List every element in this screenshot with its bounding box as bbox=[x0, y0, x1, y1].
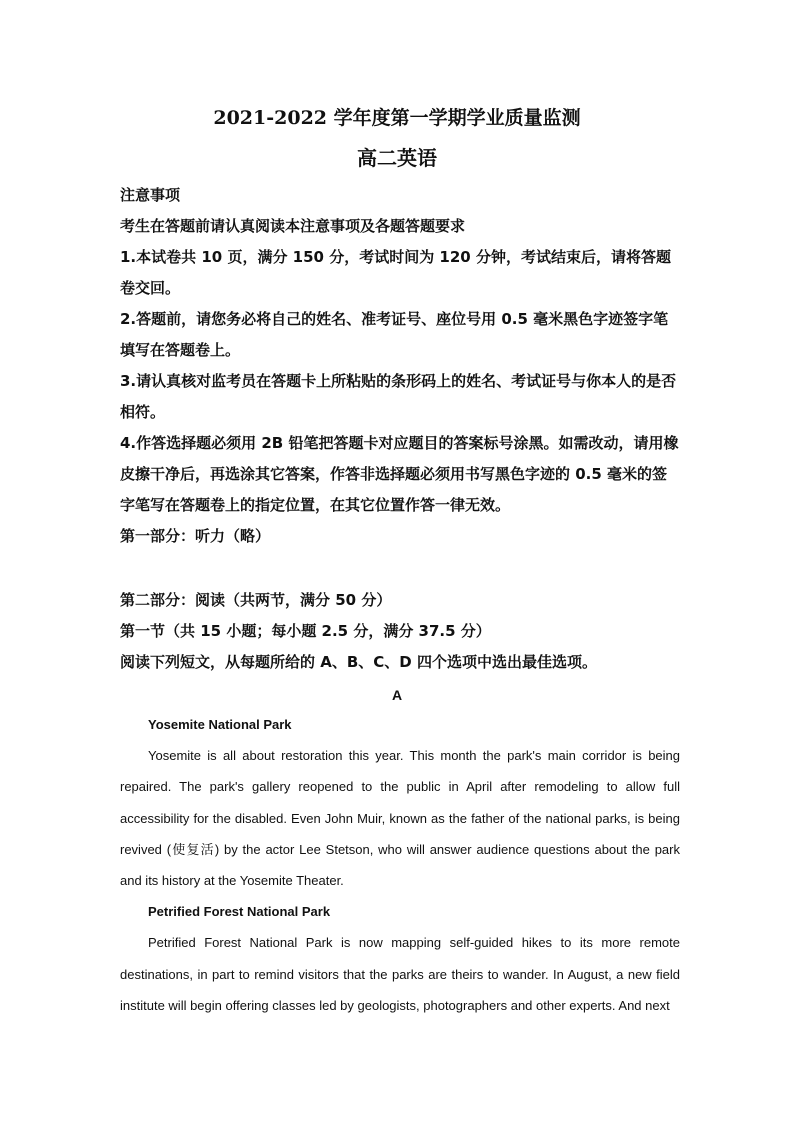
notice-item: 1.本试卷共 10 页，满分 150 分，考试时间为 120 分钟，考试结束后，请将答题卷交回。 bbox=[120, 248, 671, 297]
notice-item: 4.作答选择题必须用 2B 铅笔把答题卡对应题目的答案标号涂黑。如需改动，请用橡皮擦干净后，再选涂其它答案，作答非选择题必须用书写黑色字迹的 0.5 毫米的签字笔写在答题卷上的指定位置，在其它位置作答一律无效。 bbox=[120, 434, 679, 514]
park-text-yosemite: Yosemite is all about restoration this year. This month the park's main corridor is being repaired. The park's gallery reopened to the public in April after remodeling to allow full accessibility for the disabled. Even John Muir, known as the father of the national parks, is being revived (使复活) by the actor Lee Stetson, who will answer audience questions about the park and its history at the Yosemite Theater. bbox=[120, 748, 680, 889]
exam-title: 2021-2022 学年度第一学期学业质量监测 bbox=[213, 107, 581, 129]
notice-intro: 考生在答题前请认真阅读本注意事项及各题答题要求 bbox=[120, 217, 466, 235]
notice-heading: 注意事项 bbox=[120, 186, 181, 204]
part2-heading: 第二部分：阅读（共两节，满分 50 分） bbox=[120, 591, 392, 609]
park-text-petrified-forest: Petrified Forest National Park is now mapping self-guided hikes to its more remote destinations, in part to remind visitors that the parks are theirs to wander. In August, a new field institute will begin offering classes led by geologists, photographers and other experts. And next bbox=[120, 935, 680, 1013]
part1-heading: 第一部分：听力（略） bbox=[120, 527, 271, 545]
park-heading-petrified-forest: Petrified Forest National Park bbox=[148, 904, 331, 920]
notice-item: 2.答题前，请您务必将自己的姓名、准考证号、座位号用 0.5 毫米黑色字迹签字笔填写在答题卷上。 bbox=[120, 310, 669, 359]
reading-instruction: 阅读下列短文，从每题所给的 A、B、C、D 四个选项中选出最佳选项。 bbox=[120, 653, 597, 671]
park-heading-yosemite: Yosemite National Park bbox=[148, 717, 292, 732]
section1-heading: 第一节（共 15 小题；每小题 2.5 分，满分 37.5 分） bbox=[120, 622, 491, 640]
reading-passage bbox=[120, 709, 680, 1021]
notice-item: 3.请认真核对监考员在答题卡上所粘贴的条形码上的姓名、考试证号与你本人的是否相符。 bbox=[120, 372, 677, 421]
passage-letter: A bbox=[391, 687, 403, 703]
part2-block bbox=[120, 585, 680, 678]
subject-title: 高二英语 bbox=[357, 146, 437, 170]
notice-block bbox=[120, 180, 680, 552]
